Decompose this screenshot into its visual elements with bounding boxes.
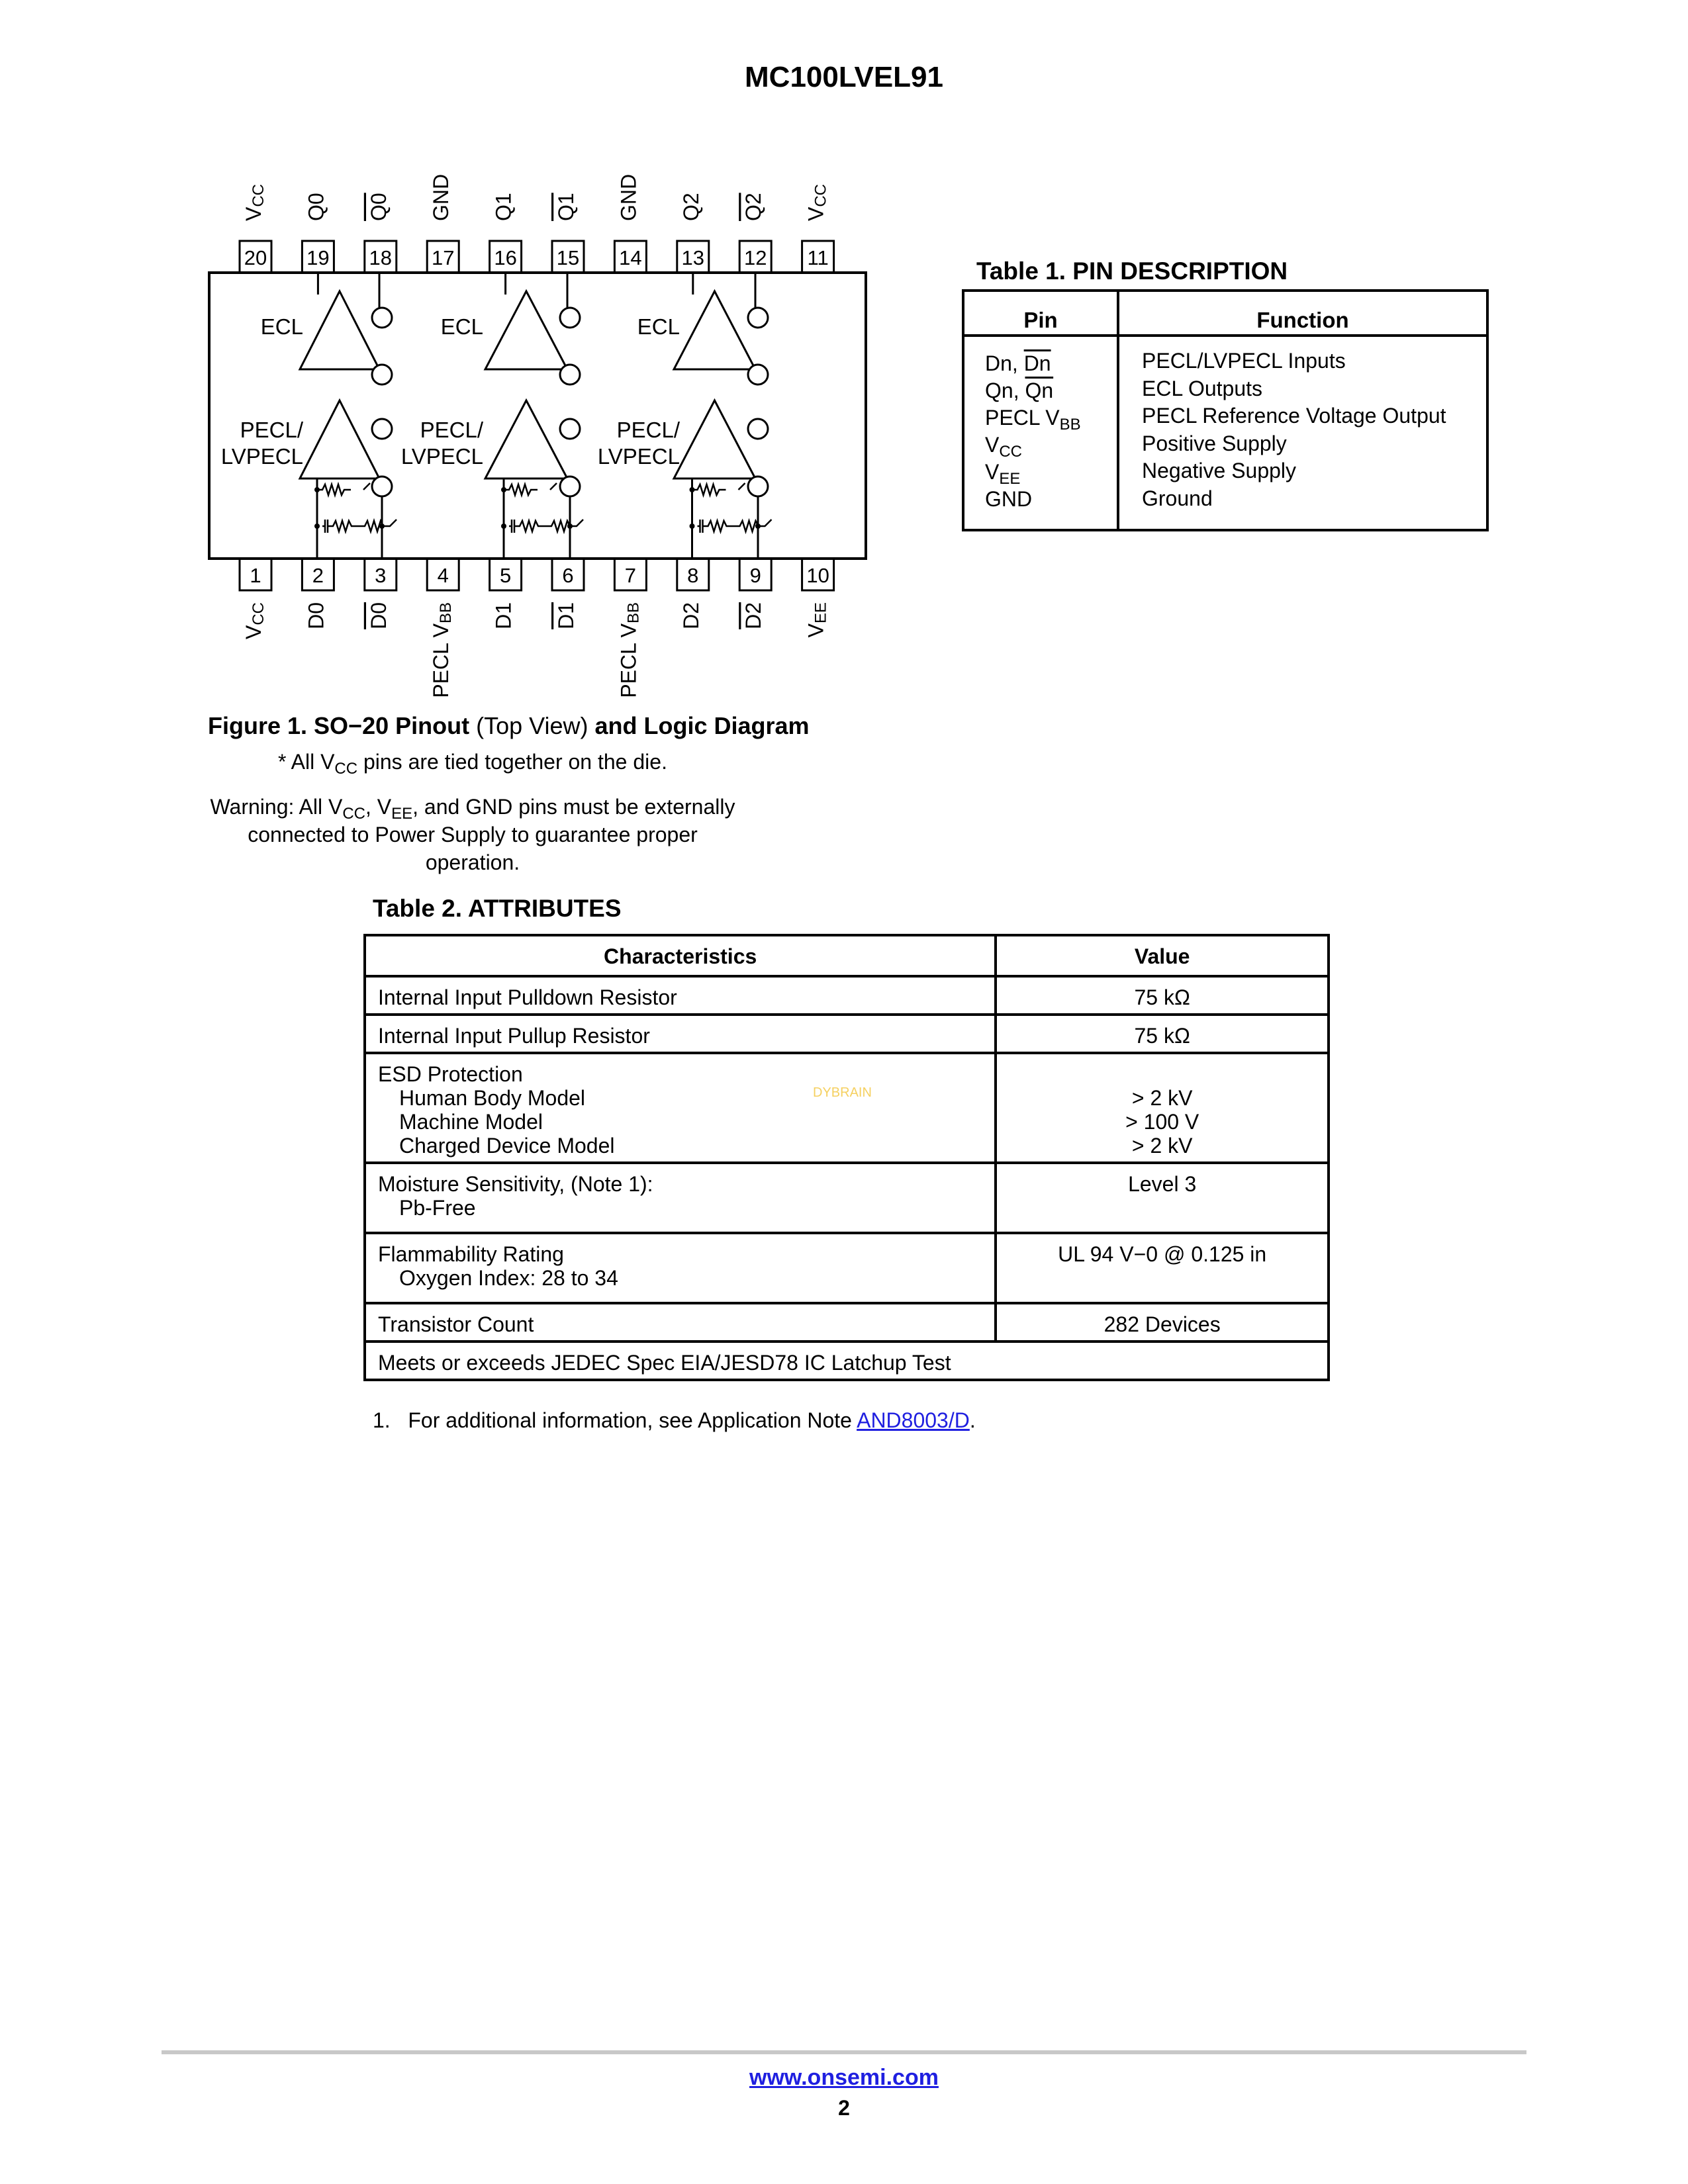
- pin-label: D1: [492, 602, 516, 629]
- header-characteristics: Characteristics: [365, 935, 996, 976]
- attributes-table: [363, 934, 1330, 1381]
- pin-number: 9: [749, 564, 761, 587]
- pin-number: 14: [619, 246, 642, 269]
- header-value: Value: [996, 935, 1329, 976]
- pin-label: GND: [616, 173, 641, 221]
- figure1-caption: Figure 1. SO−20 Pinout (Top View) and Logic Diagram: [208, 712, 810, 739]
- pecl-receiver-symbol: [300, 400, 379, 478]
- table-row: Internal Input Pulldown Resistor 75 kΩ: [365, 976, 1329, 1015]
- pin-label: VCC: [242, 183, 268, 221]
- pulldown-resistor-symbol: [317, 483, 370, 495]
- pin-number: 10: [806, 564, 829, 587]
- pulldown-resistor-symbol: [692, 483, 745, 495]
- inversion-bubble: [748, 308, 768, 328]
- ecl-buffer-symbol: [485, 291, 567, 369]
- function-row: ECL Outputs: [1142, 376, 1263, 400]
- gate-label-lvpecl: LVPECL: [400, 444, 483, 469]
- pin-number: 6: [562, 564, 574, 587]
- inversion-bubble: [560, 365, 580, 385]
- pin-label: VCC: [242, 602, 268, 640]
- pin-number: 1: [250, 564, 261, 587]
- pin-label: PECL VBB: [616, 602, 643, 698]
- gate-label-ecl: ECL: [260, 314, 303, 339]
- pin-label: D2: [679, 602, 704, 629]
- inversion-bubble: [372, 419, 392, 439]
- vcc-tied-note: * All $V_{CC}$ pins are tied together on the die.: [278, 750, 667, 778]
- pin-row-vbb: PECL $V_{BB}$: [985, 406, 1081, 434]
- page-number: 2: [838, 2096, 850, 2120]
- pin-label: D0: [304, 602, 328, 629]
- footer-divider: [162, 2050, 1526, 2054]
- pin-number: 5: [499, 564, 512, 587]
- inversion-bubble: [560, 419, 580, 439]
- function-row: PECL Reference Voltage Output: [1142, 404, 1446, 428]
- pecl-receiver-symbol: [674, 400, 755, 478]
- pin-row-vee: $V_{EE}$: [985, 460, 1021, 488]
- table-row: Meets or exceeds JEDEC Spec EIA/JESD78 IC Latchup Test: [365, 1342, 1329, 1380]
- table1-function-column: [1142, 347, 1446, 512]
- pulldown-resistor-symbol: [504, 483, 557, 495]
- table-header-row: [365, 935, 1329, 976]
- ecl-buffer-symbol: [674, 291, 755, 369]
- inversion-bubble: [560, 308, 580, 328]
- footer-website-link[interactable]: www.onsemi.com: [749, 2065, 939, 2090]
- gate-label-lvpecl: LVPECL: [220, 444, 303, 469]
- bias-resistor-symbol: [322, 520, 397, 533]
- table-row: Moisture Sensitivity, (Note 1): Pb-Free Level 3: [365, 1163, 1329, 1233]
- pin-row-dn: Dn, $\overline{Dn}$: [985, 351, 1051, 375]
- inversion-bubble: [372, 477, 392, 496]
- pin-number: 15: [556, 246, 580, 269]
- page-title: MC100LVEL91: [745, 61, 943, 93]
- table-row: Flammability Rating Oxygen Index: 28 to 34 UL 94 V−0 @ 0.125 in: [365, 1233, 1329, 1303]
- ecl-buffer-symbol: [300, 291, 379, 369]
- function-row: PECL/LVPECL Inputs: [1142, 349, 1346, 373]
- table-row: Internal Input Pullup Resistor 75 kΩ: [365, 1015, 1329, 1053]
- table1-caption: Table 1. PIN DESCRIPTION: [976, 257, 1288, 285]
- pin-label: Q0: [367, 193, 391, 221]
- pin-label: D0: [367, 602, 391, 629]
- pin-label: Q0: [304, 193, 328, 221]
- pin-row-gnd: GND: [985, 487, 1033, 511]
- pecl-receiver-symbol: [485, 400, 567, 478]
- pin-label: D2: [741, 602, 766, 629]
- pin-row-qn: Qn, $\overline{Qn}$: [985, 379, 1054, 402]
- table2-caption: Table 2. ATTRIBUTES: [373, 895, 622, 922]
- pin-number: 2: [312, 564, 324, 587]
- pin-label: VCC: [804, 183, 830, 221]
- pin-label: Q2: [741, 193, 766, 221]
- pin-number: 16: [494, 246, 517, 269]
- gate-label-ecl: ECL: [440, 314, 483, 339]
- pin-number: 20: [244, 246, 267, 269]
- pin-label: Q1: [492, 193, 516, 221]
- table1-header-function: Function: [1256, 308, 1349, 332]
- inversion-bubble: [748, 419, 768, 439]
- inversion-bubble: [748, 365, 768, 385]
- watermark: DYBRAIN: [813, 1085, 872, 1100]
- inversion-bubble: [748, 477, 768, 496]
- gate-label-ecl: ECL: [637, 314, 680, 339]
- pin-label: GND: [429, 173, 453, 221]
- gate-label-pecl: PECL/: [240, 418, 303, 442]
- pin-number: 17: [431, 246, 455, 269]
- pin-number: 11: [807, 246, 829, 269]
- application-note-link[interactable]: AND8003/D: [857, 1408, 970, 1432]
- pin-number: 8: [687, 564, 699, 587]
- pin-number: 4: [437, 564, 449, 587]
- inversion-bubble: [372, 308, 392, 328]
- function-row: Ground: [1142, 486, 1213, 510]
- warning-note: Warning: All $V_{CC}$, $V_{EE}$, and GND pins must be externally connected to Power Supply to guarantee proper operation.: [210, 795, 735, 874]
- pin-label: VEE: [804, 602, 830, 638]
- pin-label: D1: [554, 602, 579, 629]
- table1-header-pin: Pin: [1023, 308, 1058, 332]
- pin-number: 19: [306, 246, 330, 269]
- gate-label-pecl: PECL/: [420, 418, 483, 442]
- pin-number: 12: [743, 246, 767, 269]
- table-row: Transistor Count 282 Devices: [365, 1303, 1329, 1342]
- pin-label: Q1: [554, 193, 579, 221]
- footnote: 1. For additional information, see Application Note AND8003/D.: [373, 1408, 976, 1432]
- pin-number: 3: [375, 564, 387, 587]
- table1-pin-column: [985, 350, 1081, 513]
- inversion-bubble: [372, 365, 392, 385]
- pin-description-table: [962, 289, 1489, 531]
- gate-label-lvpecl: LVPECL: [597, 444, 680, 469]
- function-row: Positive Supply: [1142, 431, 1287, 455]
- function-row: Negative Supply: [1142, 459, 1297, 482]
- table-row: ESD Protection Human Body Model Machine Model Charged Device Model > 2 kV > 100 V > 2 kV: [365, 1053, 1329, 1163]
- inversion-bubble: [560, 477, 580, 496]
- gate-label-pecl: PECL/: [616, 418, 680, 442]
- pin-number: 7: [624, 564, 637, 587]
- pin-label: PECL VBB: [429, 602, 455, 698]
- pin-label: Q2: [679, 193, 704, 221]
- pin-row-vcc: $V_{CC}$: [985, 433, 1023, 461]
- pin-number: 18: [369, 246, 393, 269]
- pin-number: 13: [681, 246, 705, 269]
